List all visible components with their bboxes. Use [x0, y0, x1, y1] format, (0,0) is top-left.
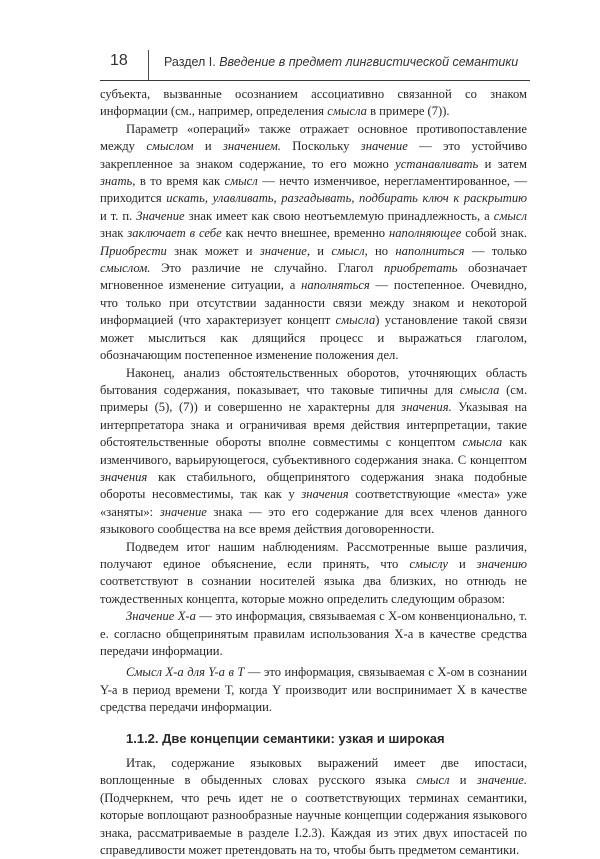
text-run: Указывая на интерпретатора знака и ограничивая время действия интерпретации, такие обстоятельственные обороты вполне совместимы с концептом	[100, 400, 527, 450]
italic-term: смысла	[459, 382, 500, 397]
italic-term: значения	[100, 469, 148, 484]
italic-term: Значение Х-а	[126, 609, 196, 624]
italic-term: устанавливать	[395, 156, 479, 171]
italic-term: Значение	[136, 208, 185, 223]
italic-term: наполняющее	[389, 226, 462, 241]
text-run: (см. примеры (5), (7)) и совершенно не характерны для	[100, 382, 527, 415]
text-run: в то время как	[135, 174, 225, 189]
text-run: — только	[464, 243, 527, 258]
text-run: знак может и	[166, 243, 260, 258]
paragraph	[100, 664, 527, 716]
text-run: — это информация, связываемая с Х-ом в сознании Y-а в период времени Т, когда Y производит или воспринимает Х в качестве средства передачи информации.	[100, 665, 527, 715]
italic-term: смысл	[416, 773, 450, 788]
italic-term: знать,	[100, 174, 136, 189]
text-run: и затем	[478, 156, 527, 171]
italic-term: смысл	[493, 208, 527, 223]
italic-term: смысла	[462, 435, 503, 450]
italic-term: значения	[301, 487, 349, 502]
page-number: 18	[110, 52, 128, 69]
italic-term: значение.	[476, 773, 527, 788]
text-run: знака — это его содержание для всех членов данного языкового сообщества на все время действия договоренности.	[100, 504, 527, 537]
text-run: и	[310, 243, 332, 258]
text-run: знак	[100, 226, 128, 241]
text-run: Итак, содержание языковых выражений имеет две ипостаси, воплощенные в обыденных словах русского языка	[100, 756, 527, 788]
text-run: соответствуют в сознании носителей языка два близких, но отнюдь не тождественных концепта, которые можно определить следующим образом:	[100, 574, 527, 606]
paragraph	[100, 755, 527, 859]
text-run: Это различие не случайно. Глагол	[150, 261, 385, 276]
text-run: собой знак.	[461, 226, 527, 241]
subheading: 1.1.2. Две концепции семантики: узкая и широкая	[126, 730, 445, 746]
italic-term: смысла	[327, 104, 367, 119]
text-run: и	[447, 556, 477, 571]
italic-term: смысл,	[331, 243, 368, 258]
paragraph	[100, 121, 527, 365]
text-run: — это устойчиво закрепленное за знаком содержание, то его можно	[100, 139, 527, 171]
text-run: субъекта, вызванные осознанием ассоциативно связанной со знаком информации (см., например, определения	[100, 87, 527, 119]
italic-term: значение,	[259, 243, 310, 258]
text-run: как нечто внешнее, временно	[221, 226, 389, 241]
paragraph	[100, 539, 527, 609]
italic-term: значения.	[401, 400, 452, 415]
text-run: и	[193, 139, 224, 154]
italic-term: смыслом.	[100, 261, 151, 276]
paragraph	[100, 365, 527, 539]
body-text	[100, 86, 527, 859]
italic-term: смысла	[335, 313, 376, 328]
italic-term: значение	[159, 504, 207, 519]
running-head-text	[164, 55, 518, 69]
text-run: соответствующие «места» уже «заняты»:	[100, 487, 527, 519]
paragraph	[100, 608, 527, 660]
paragraphs-after	[100, 755, 527, 859]
text-run: — это информация, связываемая с Х-ом конвенционально, т. е. согласно общепринятым правилам использования Х-а в качестве средства передачи информации.	[100, 609, 527, 658]
italic-term: значение	[360, 139, 408, 154]
text-run: — нечто изменчивое, нерегламентированное, — приходится	[100, 174, 527, 206]
text-run: — постепенное. Очевидно, что только при отсутствии заданности связи между знаком и некоторой информацией (что характеризует концепт	[100, 278, 527, 328]
text-run: Подведем итог нашим наблюдениям. Рассмотренные выше различия, получают единое объяснение, если принять, что	[100, 539, 527, 571]
text-run: но	[367, 243, 396, 258]
italic-term: искать, улавливать, разгадывать, подбирать ключ к раскрытию	[166, 191, 527, 206]
italic-term: заключает в себе	[127, 226, 222, 241]
italic-term: смыслу	[409, 556, 448, 571]
italic-term: Смысл Х-а для Y-а в Т	[126, 665, 245, 680]
text-run: и	[449, 773, 477, 788]
text-run: обозначает мгновенное изменение ситуации, а	[100, 261, 527, 293]
italic-term: значению	[476, 556, 527, 571]
running-head	[100, 50, 530, 81]
section-title: Введение в предмет лингвистической семантики	[219, 55, 519, 69]
italic-term: приобретать	[384, 261, 458, 276]
text-run: как стабильного, общепринятого содержания знака подобные обороты несовместимы, так как у	[100, 469, 527, 502]
text-run: ) установление такой связи может мыслиться как длящийся процесс и выражаться глаголом, обозначающим постепенное изменение положения дел.	[100, 313, 527, 363]
italic-term: смысл	[224, 174, 258, 189]
italic-term: смыслом	[146, 139, 194, 154]
text-run: Наконец, анализ обстоятельственных оборотов, уточняющих область бытования содержания, показывает, что таковые типичны для	[100, 365, 527, 397]
text-run: и т. п.	[100, 208, 137, 223]
text-run: как изменчивого, варьирующегося, субъективного содержания знака. С концептом	[100, 435, 527, 467]
paragraphs-before	[100, 86, 527, 717]
header-divider	[148, 50, 149, 80]
text-run: Поскольку	[280, 139, 361, 154]
italic-term: наполняться	[301, 278, 370, 293]
italic-term: значением.	[223, 139, 281, 154]
text-run: Параметр «операций» также отражает основное противопоставление между	[100, 121, 527, 154]
paragraph	[100, 86, 527, 121]
text-run: (Подчеркнем, что речь идет не о соответствующих терминах семантики, которые воплощают разнообразные научные концепции содержания языкового знака, рассматриваемые в разделе I.2.3). Каждая из этих двух ипостасей по справедливости может претендовать на то, чтобы быть предметом семантики.	[100, 790, 527, 858]
text-run: в примере (7)).	[366, 104, 450, 119]
text-run: знак имеет как свою неотъемлемую принадлежность, а	[184, 208, 494, 223]
section-label: Раздел I.	[164, 55, 216, 69]
italic-term: наполниться	[395, 243, 465, 258]
italic-term: Приобрести	[100, 243, 167, 258]
